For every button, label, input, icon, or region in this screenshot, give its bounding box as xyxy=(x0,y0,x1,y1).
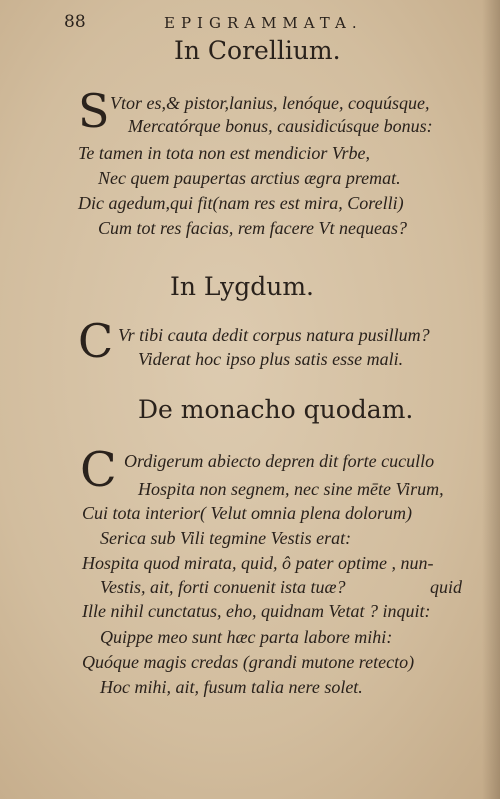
verse-line: Hospita non segnem, nec sine mēte Virum, xyxy=(138,479,444,499)
running-title: EPIGRAMMATA. xyxy=(164,14,363,32)
verse-line: Hospita quod mirata, quid, ô pater optime , nun- xyxy=(82,553,434,573)
verse-line: Nec quem paupertas arctius ægra premat. xyxy=(98,168,401,188)
verse-line: Ille nihil cunctatus, eho, quidnam Vetat ? inquit: xyxy=(82,601,431,621)
verse-line: Ordigerum abiecto depren dit forte cucullo xyxy=(124,451,435,471)
verse-line: Vestis, ait, forti conuenit ista tuæ? xyxy=(100,577,346,597)
verse-line: Vr tibi cauta dedit corpus natura pusillum? xyxy=(118,325,430,345)
catchword: quid xyxy=(430,577,463,597)
verse-line: Vtor es,& pistor,lanius, lenóque, coquúsque, xyxy=(110,93,430,113)
page-number: 88 xyxy=(64,12,86,32)
verse-line: Cui tota interior( Velut omnia plena dolorum) xyxy=(82,503,412,523)
verse-line: Serica sub Vili tegmine Vestis erat: xyxy=(100,528,352,548)
poem-title: De monacho quodam. xyxy=(138,395,414,424)
verse-line: Mercatórque bonus, causidicúsque bonus: xyxy=(128,116,433,136)
verse-line: Quippe meo sunt hæc parta labore mihi: xyxy=(100,627,393,647)
verse-line: Te tamen in tota non est mendicior Vrbe, xyxy=(78,143,370,163)
verse-line: Viderat hoc ipso plus satis esse mali. xyxy=(138,349,404,369)
drop-cap: S xyxy=(78,84,110,138)
verse-line: Hoc mihi, ait, fusum talia nere solet. xyxy=(100,677,363,697)
verse-line: Quóque magis credas (grandi mutone retecto) xyxy=(82,652,415,672)
poem-title: In Lygdum. xyxy=(170,272,314,301)
drop-cap: C xyxy=(78,314,114,368)
verse-line: Dic agedum,qui fit(nam res est mira, Corelli) xyxy=(78,193,404,213)
verse-line: Cum tot res facias, rem facere Vt nequeas? xyxy=(98,218,407,238)
poem-title: In Corellium. xyxy=(174,36,341,65)
page-edge-shadow xyxy=(482,0,500,799)
page-header xyxy=(64,12,404,36)
drop-cap: C xyxy=(80,442,117,498)
